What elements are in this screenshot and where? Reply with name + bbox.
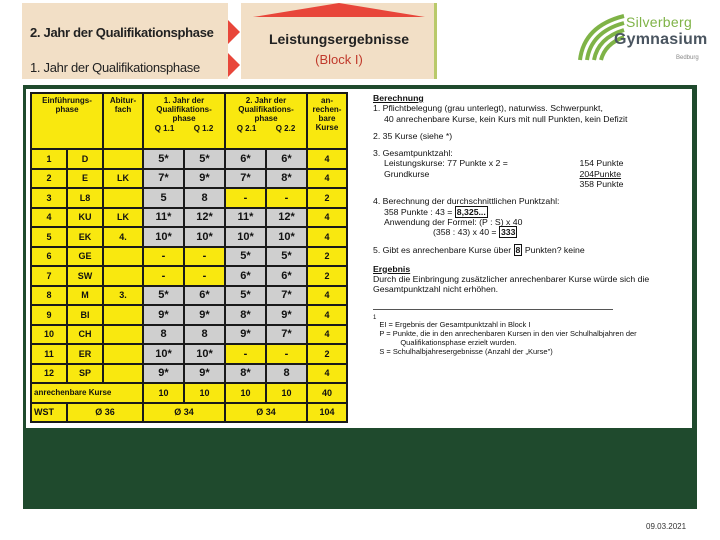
row-grade-q3: - (225, 344, 266, 364)
table-row (31, 149, 347, 169)
wst-c1: Ø 36 (67, 403, 143, 423)
row-grade-q3: 6* (225, 266, 266, 286)
row-subject: D (67, 149, 103, 169)
row-grade-q3: 5* (225, 247, 266, 267)
row-grade-q4: 5* (266, 247, 307, 267)
header-q2-2: Q 2.2 (275, 124, 296, 133)
row-grade-q4: - (266, 344, 307, 364)
row-grade-q3: 11* (225, 208, 266, 228)
row-number: 3 (31, 188, 67, 208)
row-grade-q4: 8 (266, 364, 307, 384)
row-number: 4 (31, 208, 67, 228)
calc-step3a: Leistungskurse: 77 Punkte x 2 = 154 Punkte (384, 158, 624, 169)
row-kurse: 4 (307, 208, 347, 228)
row-grade-q1: 5* (143, 286, 184, 306)
footnote-p2: Qualifikationsphase erzielt wurden. (400, 337, 517, 347)
row-number: 1 (31, 149, 67, 169)
row-subject: ER (67, 344, 103, 364)
row-grade-q3: 8* (225, 305, 266, 325)
row-grade-q4: 6* (266, 266, 307, 286)
row-kurse: 4 (307, 169, 347, 189)
sum-q4: 10 (266, 383, 307, 403)
row-number: 12 (31, 364, 67, 384)
row-grade-q3: - (225, 188, 266, 208)
table-header-row (31, 93, 347, 149)
row-grade-q2: 9* (184, 305, 225, 325)
header-phase-box (22, 3, 228, 79)
table-row (31, 188, 347, 208)
row-kurse: 2 (307, 344, 347, 364)
row-number: 10 (31, 325, 67, 345)
sum-q1: 10 (143, 383, 184, 403)
row-grade-q2: 9* (184, 364, 225, 384)
row-kurse: 2 (307, 188, 347, 208)
row-grade-q3: 7* (225, 169, 266, 189)
table-row (31, 364, 347, 384)
result-line1: Durch die Einbringung zusätzlicher anrechenbarer Kurse würde sich die (373, 274, 650, 285)
row-abitur (103, 344, 143, 364)
slide-date: 09.03.2021 (646, 522, 687, 531)
row-abitur (103, 305, 143, 325)
row-number: 9 (31, 305, 67, 325)
header-q1-1: Q 1.1 (154, 124, 175, 133)
footnote-p: P = Punkte, die in den anrechenbaren Kursen in den vier Schulhalbjahren der (379, 328, 637, 338)
row-grade-q2: 10* (184, 227, 225, 247)
content-panel (23, 85, 697, 509)
footnote-divider (373, 309, 613, 310)
row-abitur: 4. (103, 227, 143, 247)
row-grade-q3: 8* (225, 364, 266, 384)
sum-q2: 10 (184, 383, 225, 403)
row-subject: GE (67, 247, 103, 267)
phase2-label: 2. Jahr der Qualifikationsphase (30, 25, 214, 40)
table-row (31, 305, 347, 325)
arrow-right-icon (228, 20, 240, 44)
row-subject: CH (67, 325, 103, 345)
sum-kurse: 40 (307, 383, 347, 403)
row-number: 2 (31, 169, 67, 189)
row-kurse: 4 (307, 227, 347, 247)
grades-table (30, 92, 348, 423)
row-subject: SP (67, 364, 103, 384)
sum-label: anrechenbare Kurse (31, 383, 143, 403)
calc-step4b: Anwendung der Formel: (P : S) x 40 (384, 216, 523, 227)
row-grade-q3: 6* (225, 149, 266, 169)
footnote-ei: EI = Ergebnis der Gesamtpunktzahl in Block I (379, 319, 531, 329)
footnote-s: S = Schulhalbjahresergebnisse (Anzahl der „Kurse") (379, 346, 553, 356)
calc-step3b: Grundkurse 204Punkte (384, 168, 622, 179)
footnote-number: 1 (373, 314, 377, 321)
header-abiturfach: Abitur- fach (103, 93, 143, 149)
table-row (31, 266, 347, 286)
school-logo (578, 10, 708, 70)
page-subtitle: (Block I) (315, 52, 363, 67)
row-grade-q1: 7* (143, 169, 184, 189)
row-grade-q1: 10* (143, 344, 184, 364)
row-grade-q2: - (184, 247, 225, 267)
header-anrechenbare-kurse: an- rechen- bare Kurse (307, 93, 347, 149)
row-kurse: 2 (307, 266, 347, 286)
row-grade-q1: - (143, 247, 184, 267)
table-row (31, 286, 347, 306)
row-abitur (103, 247, 143, 267)
logo-text-gymnasium: Gymnasium (614, 31, 708, 48)
row-grade-q2: 5* (184, 149, 225, 169)
row-grade-q4: 12* (266, 208, 307, 228)
row-grade-q2: 8 (184, 188, 225, 208)
row-abitur (103, 188, 143, 208)
row-abitur (103, 266, 143, 286)
header-q2: 2. Jahr der Qualifikations- phase Q 2.1 Q 2.2 (225, 93, 307, 149)
row-grade-q4: 9* (266, 305, 307, 325)
table-row (31, 344, 347, 364)
calc-step4a: 358 Punkte : 43 = 8,325... (384, 206, 486, 217)
logo-text-location: Bedburg (676, 55, 699, 61)
row-grade-q1: 9* (143, 305, 184, 325)
calc-step2: 2. 35 Kurse (siehe *) (373, 130, 453, 141)
row-grade-q4: 7* (266, 325, 307, 345)
row-grade-q2: 10* (184, 344, 225, 364)
row-number: 8 (31, 286, 67, 306)
row-subject: L8 (67, 188, 103, 208)
row-subject: M (67, 286, 103, 306)
row-grade-q1: 5 (143, 188, 184, 208)
row-grade-q4: 6* (266, 149, 307, 169)
wst-row (31, 403, 347, 423)
wst-c2: Ø 34 (143, 403, 225, 423)
calc-step5: 5. Gibt es anrechenbare Kurse über 8 Punkten? keine (373, 244, 585, 255)
row-grade-q1: 10* (143, 227, 184, 247)
page-title: Leistungsergebnisse (268, 31, 410, 47)
table-row (31, 325, 347, 345)
header-q2-1: Q 2.1 (236, 124, 257, 133)
row-subject: E (67, 169, 103, 189)
row-grade-q1: 8 (143, 325, 184, 345)
logo-text-silverberg: Silverberg (626, 14, 693, 30)
row-grade-q3: 10* (225, 227, 266, 247)
row-grade-q4: - (266, 188, 307, 208)
row-grade-q4: 8* (266, 169, 307, 189)
result-heading: Ergebnis (373, 263, 411, 274)
row-kurse: 4 (307, 286, 347, 306)
row-grade-q2: 6* (184, 286, 225, 306)
wst-label: WST (31, 403, 67, 423)
row-grade-q3: 9* (225, 325, 266, 345)
row-kurse: 4 (307, 364, 347, 384)
wst-kurse: 104 (307, 403, 347, 423)
row-grade-q4: 10* (266, 227, 307, 247)
row-abitur: LK (103, 169, 143, 189)
calc-heading: Berechnung (373, 93, 424, 103)
row-grade-q2: 8 (184, 325, 225, 345)
calc-step3: 3. Gesamtpunktzahl: (373, 148, 453, 159)
arrow-up-icon (253, 3, 425, 17)
row-number: 11 (31, 344, 67, 364)
row-kurse: 4 (307, 149, 347, 169)
row-grade-q1: 11* (143, 208, 184, 228)
table-row (31, 208, 347, 228)
result-line2: Gesamtpunktzahl nicht erhöhen. (373, 284, 499, 295)
row-grade-q2: - (184, 266, 225, 286)
row-abitur (103, 149, 143, 169)
calc-step1a: 1. Pflichtbelegung (grau unterlegt), naturwiss. Schwerpunkt, (373, 103, 603, 114)
row-grade-q2: 12* (184, 208, 225, 228)
row-grade-q2: 9* (184, 169, 225, 189)
row-grade-q3: 5* (225, 286, 266, 306)
row-abitur (103, 325, 143, 345)
header-title-box (241, 3, 437, 79)
row-abitur (103, 364, 143, 384)
row-kurse: 2 (307, 247, 347, 267)
table-row (31, 227, 347, 247)
row-subject: KU (67, 208, 103, 228)
header-q1: 1. Jahr der Qualifikations- phase Q 1.1 Q 1.2 (143, 93, 225, 149)
row-subject: EK (67, 227, 103, 247)
sum-row (31, 383, 347, 403)
table-row (31, 169, 347, 189)
footnotes (373, 314, 689, 356)
row-kurse: 4 (307, 305, 347, 325)
row-grade-q1: 9* (143, 364, 184, 384)
header-q1-2: Q 1.2 (193, 124, 214, 133)
calc-step1b: 40 anrechenbare Kurse, kein Kurs mit null Punkten, kein Defizit (384, 113, 628, 124)
row-number: 6 (31, 247, 67, 267)
row-number: 5 (31, 227, 67, 247)
wst-c3: Ø 34 (225, 403, 307, 423)
row-grade-q1: 5* (143, 149, 184, 169)
arrow-right-icon (228, 53, 240, 77)
slide-image (26, 89, 692, 428)
row-kurse: 4 (307, 325, 347, 345)
phase1-label: 1. Jahr der Qualifikationsphase (30, 60, 200, 75)
row-grade-q1: - (143, 266, 184, 286)
calculation-text (373, 93, 689, 356)
row-abitur: LK (103, 208, 143, 228)
row-subject: BI (67, 305, 103, 325)
row-abitur: 3. (103, 286, 143, 306)
header-einfuehrungsphase: Einführungs- phase (31, 93, 103, 149)
calc-step4c: (358 : 43) x 40 = 333 (433, 227, 516, 238)
row-subject: SW (67, 266, 103, 286)
row-grade-q4: 7* (266, 286, 307, 306)
row-number: 7 (31, 266, 67, 286)
calc-step3c: 358 Punkte (579, 179, 624, 190)
sum-q3: 10 (225, 383, 266, 403)
calc-step4: 4. Berechnung der durchschnittlichen Punktzahl: (373, 196, 560, 207)
table-row (31, 247, 347, 267)
